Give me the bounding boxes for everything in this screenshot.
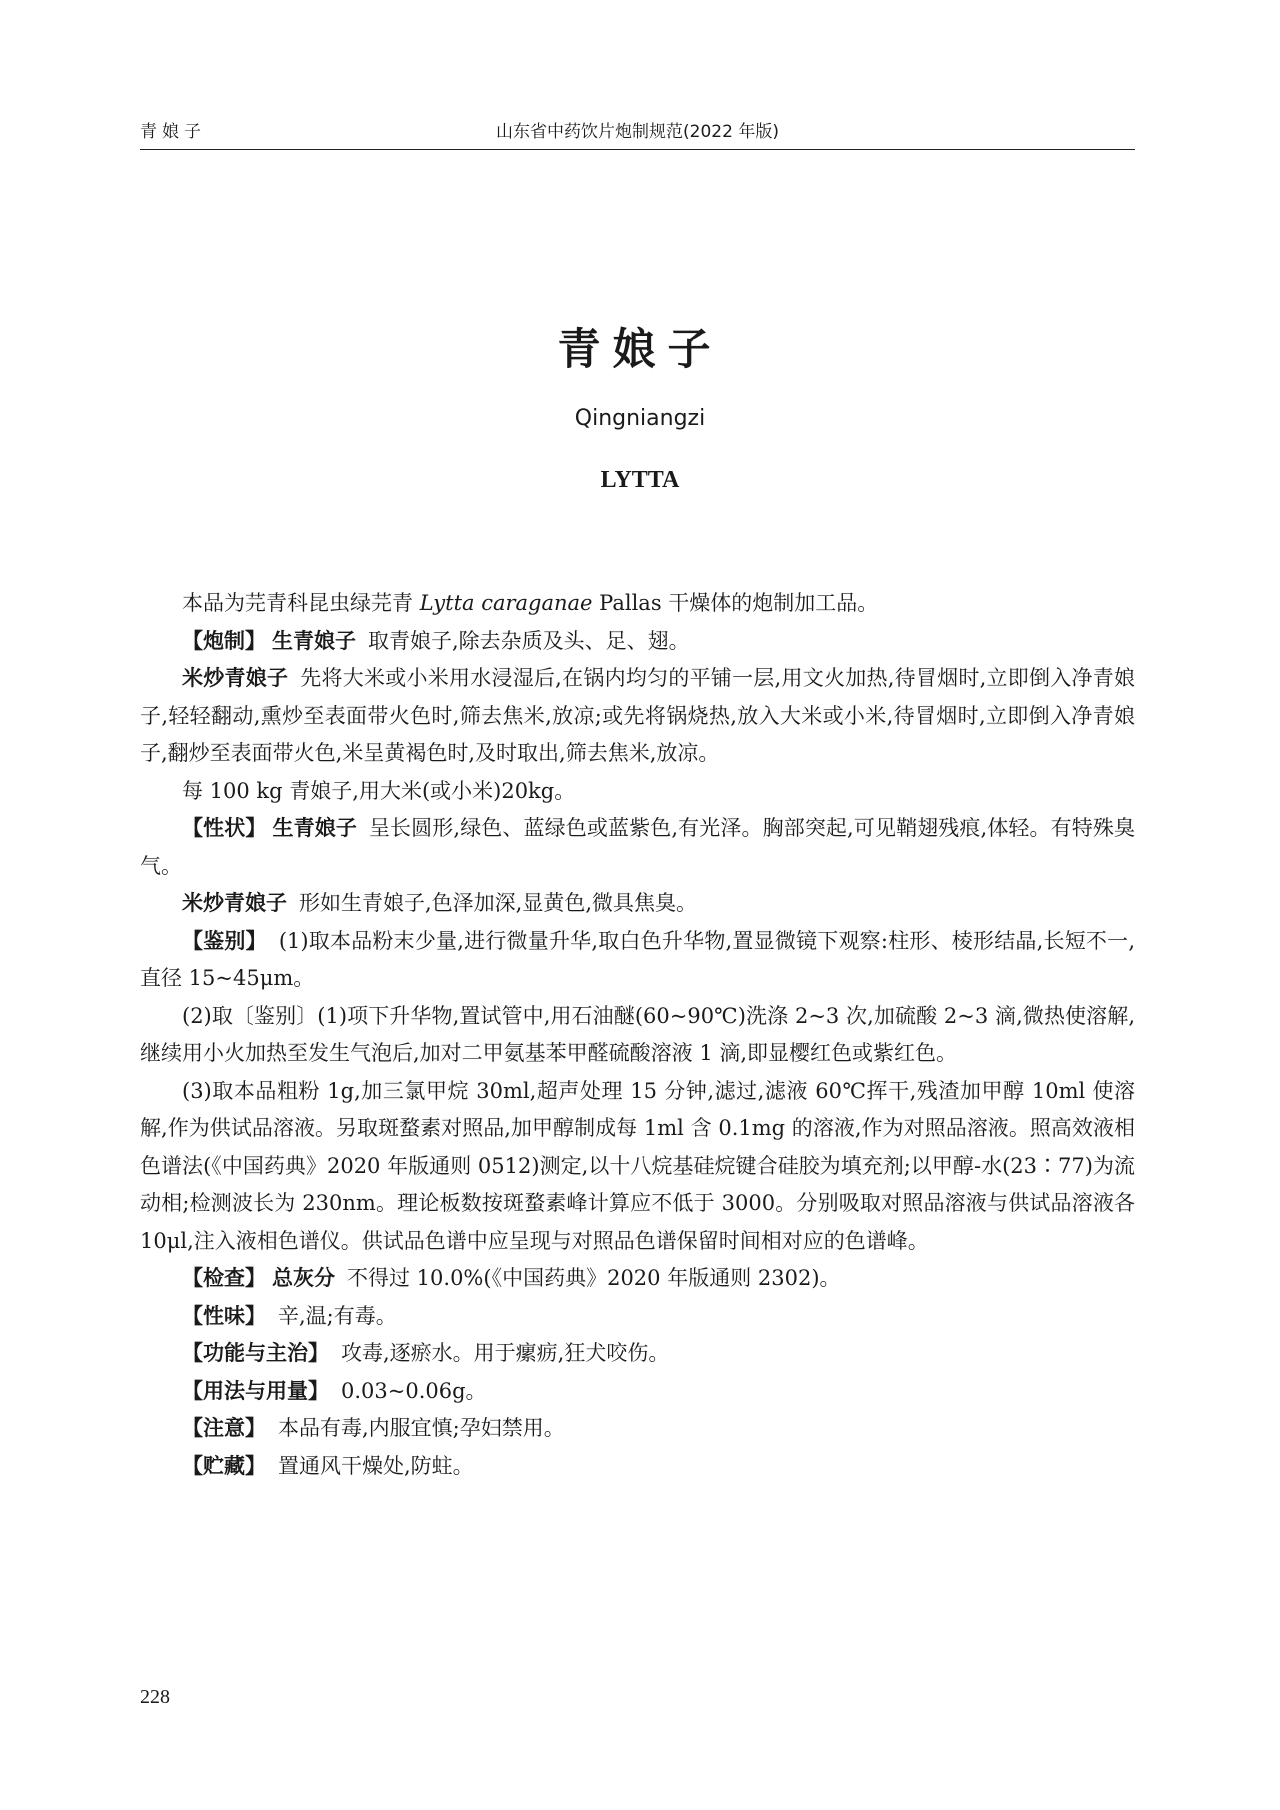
subhead-ash: 总灰分 [272, 1266, 335, 1290]
character-paragraph [140, 810, 1135, 885]
intro-paragraph [140, 585, 1135, 623]
storage-paragraph [140, 1448, 1135, 1486]
nature-paragraph [140, 1298, 1135, 1336]
caution-paragraph [140, 1410, 1135, 1448]
identification-paragraph-3: (3)取本品粗粉 1g,加三氯甲烷 30ml,超声处理 15 分钟,滤过,滤液 60℃挥干,残渣加甲醇 10ml 使溶解,作为供试品溶液。另取斑蝥素对照品,加甲醇制成每 1ml 含 0.1mg 的溶液,作为对照品溶液。照高效液相色谱法(《中国药典》2020 年版通则 0512)测定,以十八烷基硅烷键合硅胶为填充剂;以甲醇-水(23∶77)为流动相;检测波长为 230nm。理论板数按斑蝥素峰计算应不低于 3000。分别吸取对照品溶液与供试品溶液各 10μl,注入液相色谱仪。供试品色谱中应呈现与对照品色谱保留时间相对应的色谱峰。 [140, 1078, 1135, 1253]
section-label-caution: 【注意】 [182, 1416, 266, 1440]
running-header [140, 117, 1135, 149]
caution-text: 本品有毒,内服宜慎;孕妇禁用。 [278, 1416, 565, 1440]
character-rice-text: 形如生青娘子,色泽加深,显黄色,微具焦臭。 [299, 891, 698, 915]
inspection-text: 不得过 10.0%(《中国药典》2020 年版通则 2302)。 [347, 1266, 841, 1290]
monograph-body [140, 585, 1135, 1485]
dosage-paragraph [140, 1373, 1135, 1411]
character-raw-text: 呈长圆形,绿色、蓝绿色或蓝紫色,有光泽。胸部突起,可见鞘翅残痕,体轻。有特殊臭气。 [140, 816, 1136, 878]
identification-paragraph-2: (2)取〔鉴别〕(1)项下升华物,置试管中,用石油醚(60~90℃)洗涤 2~3 次,加硫酸 2~3 滴,微热使溶解,继续用小火加热至发生气泡后,加对二甲氨基苯甲醛硫酸溶液 1 滴,即显樱红色或紫红色。 [140, 1003, 1135, 1065]
ratio-paragraph: 每 100 kg 青娘子,用大米(或小米)20kg。 [182, 778, 576, 803]
section-label-identification: 【鉴别】 [182, 928, 267, 953]
subhead-rice: 米炒青娘子 [182, 666, 289, 690]
intro-text-pre: 本品为芫青科昆虫绿芫青 [182, 591, 420, 615]
section-label-character: 【性状】 [182, 816, 267, 840]
section-label-processing: 【炮制】 [182, 628, 266, 653]
processing-rice-text: 先将大米或小米用水浸湿后,在锅内均匀的平铺一层,用文火加热,待冒烟时,立即倒入净青娘子,轻轻翻动,熏炒至表面带火色时,筛去焦米,放凉;或先将锅烧热,放入大米或小米,待冒烟时,立即倒入净青娘子,翻炒至表面带火色,米呈黄褐色时,及时取出,筛去焦米,放凉。 [140, 666, 1136, 765]
processing-paragraph [140, 623, 1135, 661]
header-book-title: 山东省中药饮片炮制规范(2022 年版) [496, 122, 779, 142]
section-label-function: 【功能与主治】 [182, 1341, 329, 1365]
character-rice-paragraph [140, 885, 1135, 923]
section-label-storage: 【贮藏】 [182, 1453, 266, 1478]
function-text: 攻毒,逐瘀水。用于瘰疬,狂犬咬伤。 [341, 1341, 670, 1365]
subhead-rice-character: 米炒青娘子 [182, 891, 287, 915]
page-title: 青娘子 [557, 325, 723, 375]
subhead-raw: 生青娘子 [272, 628, 356, 653]
inspection-paragraph [140, 1260, 1135, 1298]
header-rule [140, 149, 1135, 150]
rice-processing-paragraph [140, 660, 1135, 773]
section-label-dosage: 【用法与用量】 [182, 1378, 329, 1403]
function-paragraph [140, 1335, 1135, 1373]
intro-text-post: Pallas 干燥体的炮制加工品。 [592, 591, 879, 615]
page-number: 228 [140, 1686, 170, 1708]
identification-paragraph-1 [140, 923, 1135, 998]
dosage-text: 0.03~0.06g。 [341, 1378, 487, 1403]
nature-text: 辛,温;有毒。 [278, 1303, 397, 1328]
processing-raw-text: 取青娘子,除去杂质及头、足、翅。 [368, 628, 690, 653]
subhead-raw-character: 生青娘子 [272, 816, 357, 840]
species-name: Lytta caraganae [419, 591, 593, 615]
section-label-inspection: 【检查】 [182, 1266, 266, 1290]
identification-item-1: (1)取本品粉末少量,进行微量升华,取白色升华物,置显微镜下观察:柱形、棱形结晶,长短不一,直径 15~45μm。 [140, 928, 1136, 990]
section-label-nature: 【性味】 [182, 1303, 266, 1328]
pinyin-name: Qingniangzi [574, 406, 706, 431]
storage-text: 置通风干燥处,防蛀。 [278, 1453, 474, 1478]
latin-name: LYTTA [600, 467, 680, 493]
header-left-title: 青娘子 [140, 122, 206, 142]
